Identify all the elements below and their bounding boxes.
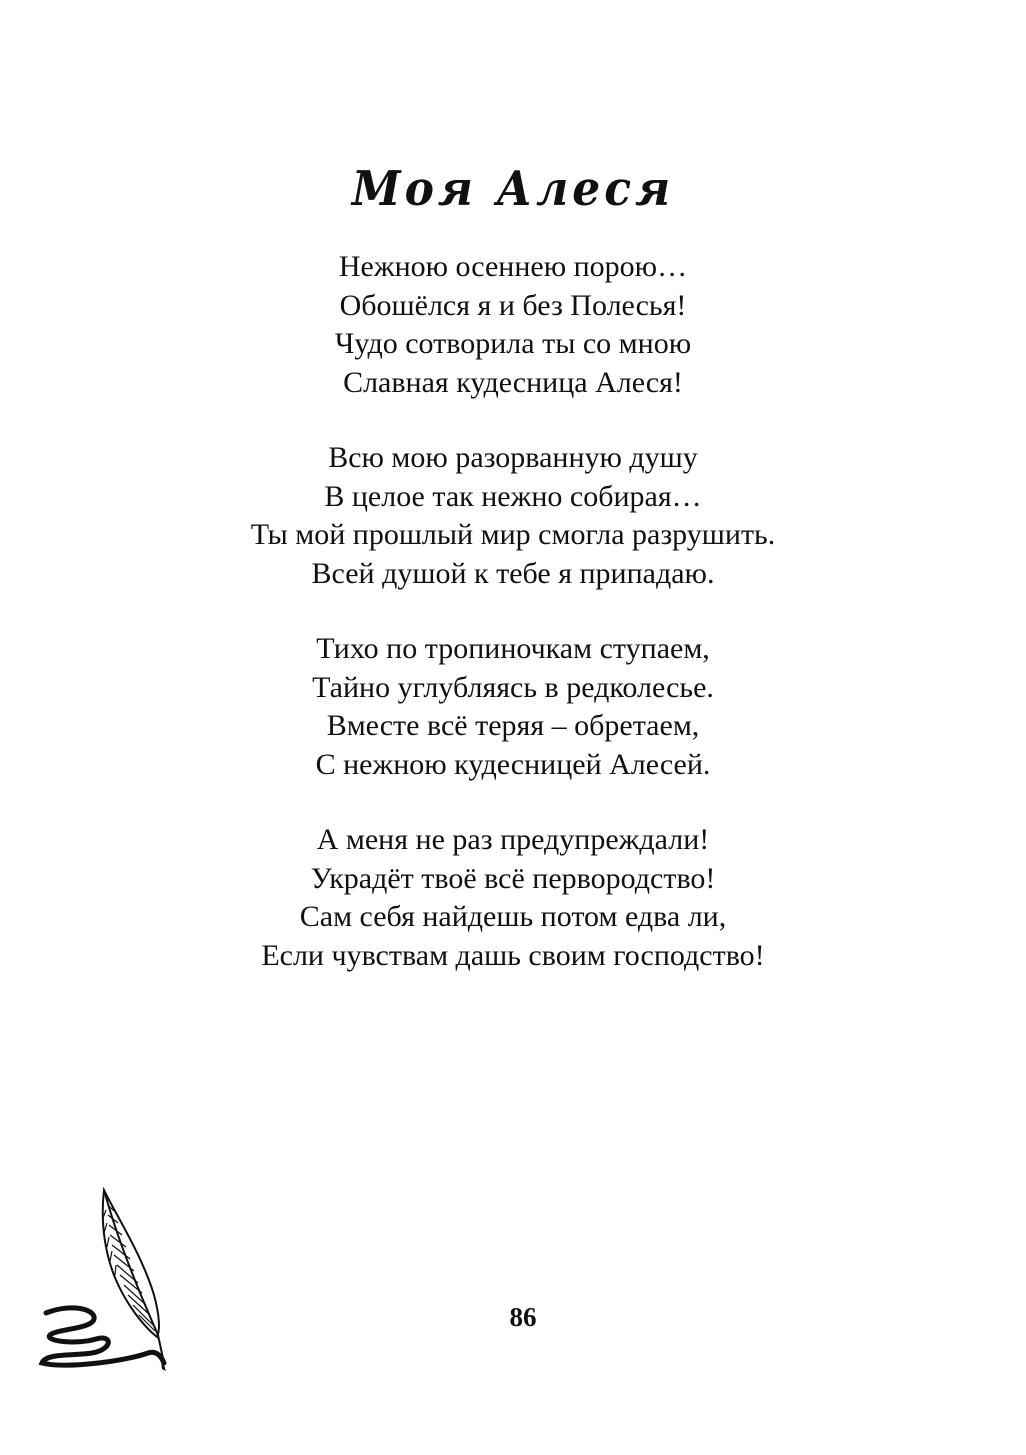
poem-line: Славная кудесница Алеся! <box>343 365 683 399</box>
poem-line: Украдёт твоё всё первородство! <box>310 861 716 895</box>
poem-line: Вместе всё теряя – обретаем, <box>326 709 700 742</box>
poem-body <box>0 248 1026 1012</box>
poem-line: С нежною кудесницей Алесей. <box>315 747 711 781</box>
poem-line: Обошёлся я и без Полесья! <box>339 288 687 322</box>
poem-line: Всей душой к тебе я припадаю. <box>311 556 715 590</box>
stanza-4 <box>0 821 1026 975</box>
poem-line: Тайно углубляясь в редколесье. <box>312 670 714 704</box>
poem-title: Моя Алеся <box>351 161 675 217</box>
poem-line: Нежною осеннею порою… <box>338 250 688 283</box>
poem-line: Сам себя найдешь потом едва ли, <box>299 900 727 933</box>
poem-line: Чудо сотворила ты со мною <box>334 327 692 360</box>
page-number: 86 <box>509 1302 537 1332</box>
stanza-2 <box>0 439 1026 593</box>
poem-line: А меня не раз предупреждали! <box>316 823 710 856</box>
poem-line: Ты мой прошлый мир смогла разрушить. <box>250 518 776 551</box>
poem-line: Если чувствам дашь своим господство! <box>261 938 765 972</box>
poem-line: В целое так нежно собирая… <box>324 479 702 513</box>
poem-line: Всю мою разорванную душу <box>328 441 698 474</box>
poem-line: Тихо по тропиночкам ступаем, <box>316 632 710 665</box>
stanza-1 <box>0 248 1026 402</box>
stanza-3 <box>0 630 1026 784</box>
quill-pen-icon <box>36 1185 172 1380</box>
